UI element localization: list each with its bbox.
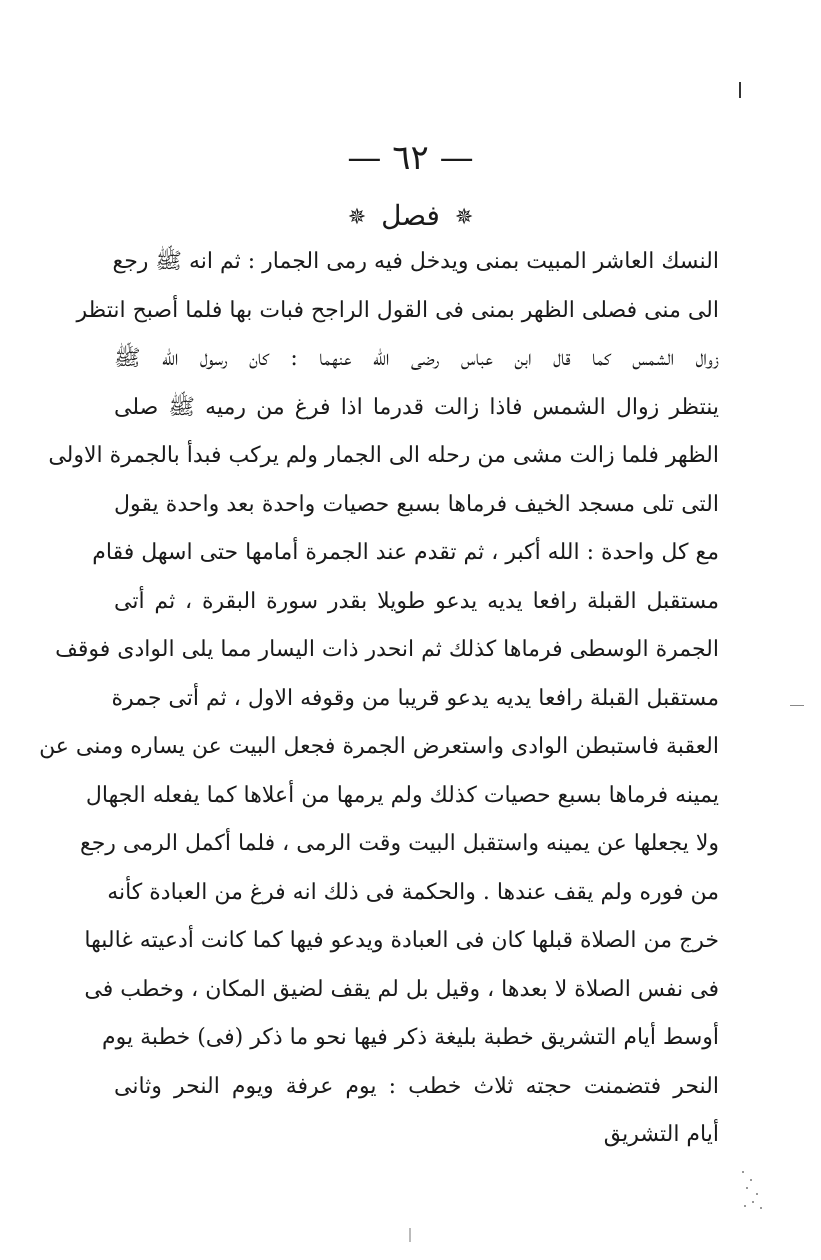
text-line: ينتظر زوال الشمس فاذا زالت قدرما اذا فرغ من رميه ﷺ صلى	[114, 394, 719, 420]
text-line: فى نفس الصلاة لا بعدها ، وقيل بل لم يقف لضيق المكان ، وخطب فى	[84, 976, 719, 1002]
text-line: الجمرة الوسطى فرماها كذلك ثم انحدر ذات اليسار مما يلى الوادى فوقف	[55, 637, 719, 662]
text-line: النحر فتضمنت حجته ثلاث خطب : يوم عرفة ويوم النحر وثانى	[114, 1073, 719, 1099]
text-line: ولا يجعلها عن يمينه واستقبل البيت وقت الرمى ، فلما أكمل الرمى رجع	[80, 831, 719, 856]
text-line: أيام التشريق	[603, 1122, 719, 1147]
body-text	[39, 238, 719, 1160]
ornament-right-icon: ✵	[454, 204, 474, 230]
section-heading	[0, 198, 821, 236]
text-line: التى تلى مسجد الخيف فرماها بسبع حصيات واحدة بعد واحدة يقول	[114, 491, 719, 517]
margin-mark	[739, 82, 741, 98]
bottom-mark	[409, 1228, 411, 1242]
text-line: مع كل واحدة : الله أكبر ، ثم تقدم عند الجمرة أمامها حتى اسهل فقام	[92, 540, 719, 565]
text-line: خرج من الصلاة قبلها كان فى العبادة ويدعو فيها كما كانت أدعيته غالبها	[84, 928, 719, 953]
scan-noise	[738, 1165, 768, 1215]
margin-dash	[790, 705, 804, 706]
ornament-left-icon: ✵	[347, 204, 367, 230]
page-number: — ٦٢ —	[347, 138, 474, 178]
text-line: النسك العاشر المبيت بمنى ويدخل فيه رمى الجمار : ثم انه ﷺ رجع	[112, 249, 719, 274]
text-line: الظهر فلما زالت مشى من رحله الى الجمار ولم يركب فبدأ بالجمرة الاولى	[48, 443, 719, 468]
text-line: العقبة فاستبطن الوادى واستعرض الجمرة فجعل البيت عن يساره ومنى عن	[39, 734, 719, 759]
text-line: مستقبل القبلة رافعا يديه يدعو طويلا بقدر سورة البقرة ، ثم أتى	[114, 588, 719, 614]
text-line: زوال الشمس كما قال ابن عباس رضى الله عنهما : كان رسول الله ﷺ	[114, 346, 719, 371]
text-line: الى منى فصلى الظهر بمنى فى القول الراجح فبات بها فلما أصبح انتظر	[76, 297, 719, 323]
text-line: مستقبل القبلة رافعا يديه يدعو قريبا من وقوفه الاول ، ثم أتى جمرة	[111, 685, 719, 711]
section-title-text: فصل	[381, 199, 440, 232]
text-line: يمينه فرماها بسبع حصيات كذلك ولم يرمها من أعلاها كما يفعله الجهال	[85, 782, 719, 808]
text-line: من فوره ولم يقف عندها . والحكمة فى ذلك انه فرغ من العبادة كأنه	[107, 879, 719, 905]
text-line: أوسط أيام التشريق خطبة بليغة ذكر فيها نحو ما ذكر (فى) خطبة يوم	[102, 1025, 719, 1050]
